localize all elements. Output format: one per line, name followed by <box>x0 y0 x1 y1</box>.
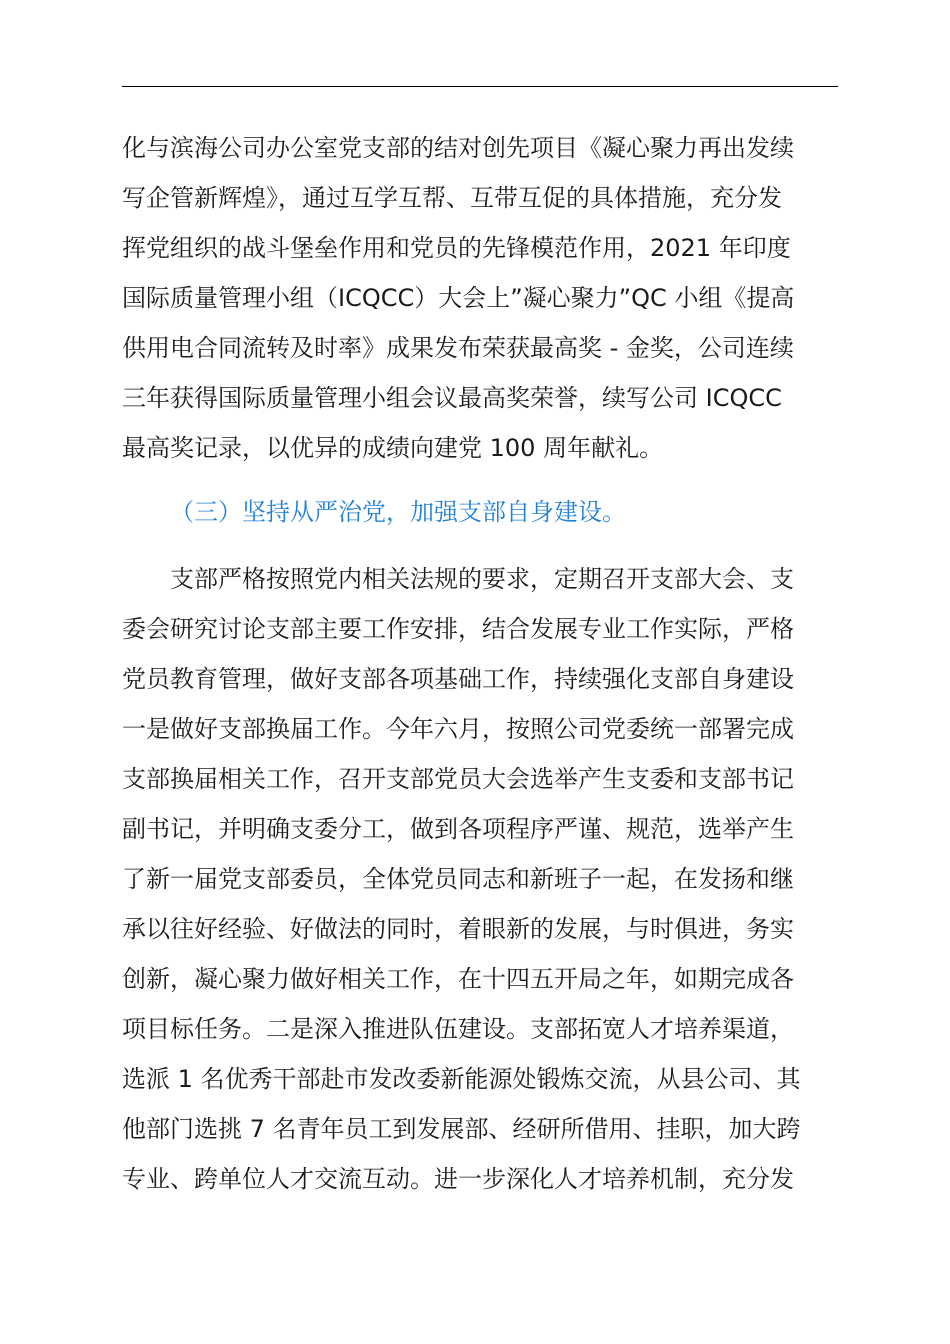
paragraph-line: 支部换届相关工作，召开支部党员大会选举产生支委和支部书记 <box>122 765 794 793</box>
paragraph-line: 委会研究讨论支部主要工作安排，结合发展专业工作实际，严格 <box>122 615 794 643</box>
paragraph-line: 最高奖记录，以优异的成绩向建党 100 周年献礼。 <box>122 434 664 462</box>
paragraph-line: 项目标任务。二是深入推进队伍建设。支部拓宽人才培养渠道， <box>122 1015 794 1043</box>
header-rule <box>122 86 838 87</box>
paragraph-line: 供用电合同流转及时率》成果发布荣获最高奖 - 金奖，公司连续 <box>122 334 794 362</box>
paragraph-line: 挥党组织的战斗堡垒作用和党员的先锋模范作用，2021 年印度 <box>122 234 791 262</box>
paragraph-line: 党员教育管理，做好支部各项基础工作，持续强化支部自身建设 <box>122 665 794 693</box>
paragraph-line: 选派 1 名优秀干部赴市发改委新能源处锻炼交流，从县公司、其 <box>122 1065 801 1093</box>
paragraph-line: 支部严格按照党内相关法规的要求，定期召开支部大会、支 <box>122 565 794 593</box>
paragraph-line: 他部门选挑 7 名青年员工到发展部、经研所借用、挂职，加大跨 <box>122 1115 801 1143</box>
paragraph-line: 写企管新辉煌》，通过互学互帮、互带互促的具体措施，充分发 <box>122 184 782 212</box>
paragraph-line: 了新一届党支部委员，全体党员同志和新班子一起，在发扬和继 <box>122 865 794 893</box>
paragraph-line: 副书记，并明确支委分工，做到各项程序严谨、规范，选举产生 <box>122 815 794 843</box>
paragraph-line: 国际质量管理小组（ICQCC）大会上”凝心聚力”QC 小组《提高 <box>122 284 795 312</box>
paragraph-line: 化与滨海公司办公室党支部的结对创先项目《凝心聚力再出发续 <box>122 134 794 162</box>
section-heading: （三）坚持从严治党，加强支部自身建设。 <box>170 498 626 526</box>
paragraph-line: 一是做好支部换届工作。今年六月，按照公司党委统一部署完成 <box>122 715 794 743</box>
paragraph-line: 创新，凝心聚力做好相关工作，在十四五开局之年，如期完成各 <box>122 965 794 993</box>
paragraph-line: 承以往好经验、好做法的同时，着眼新的发展，与时俱进，务实 <box>122 915 794 943</box>
paragraph-line: 专业、跨单位人才交流互动。进一步深化人才培养机制，充分发 <box>122 1165 794 1193</box>
paragraph-line: 三年获得国际质量管理小组会议最高奖荣誉，续写公司 ICQCC <box>122 384 782 412</box>
